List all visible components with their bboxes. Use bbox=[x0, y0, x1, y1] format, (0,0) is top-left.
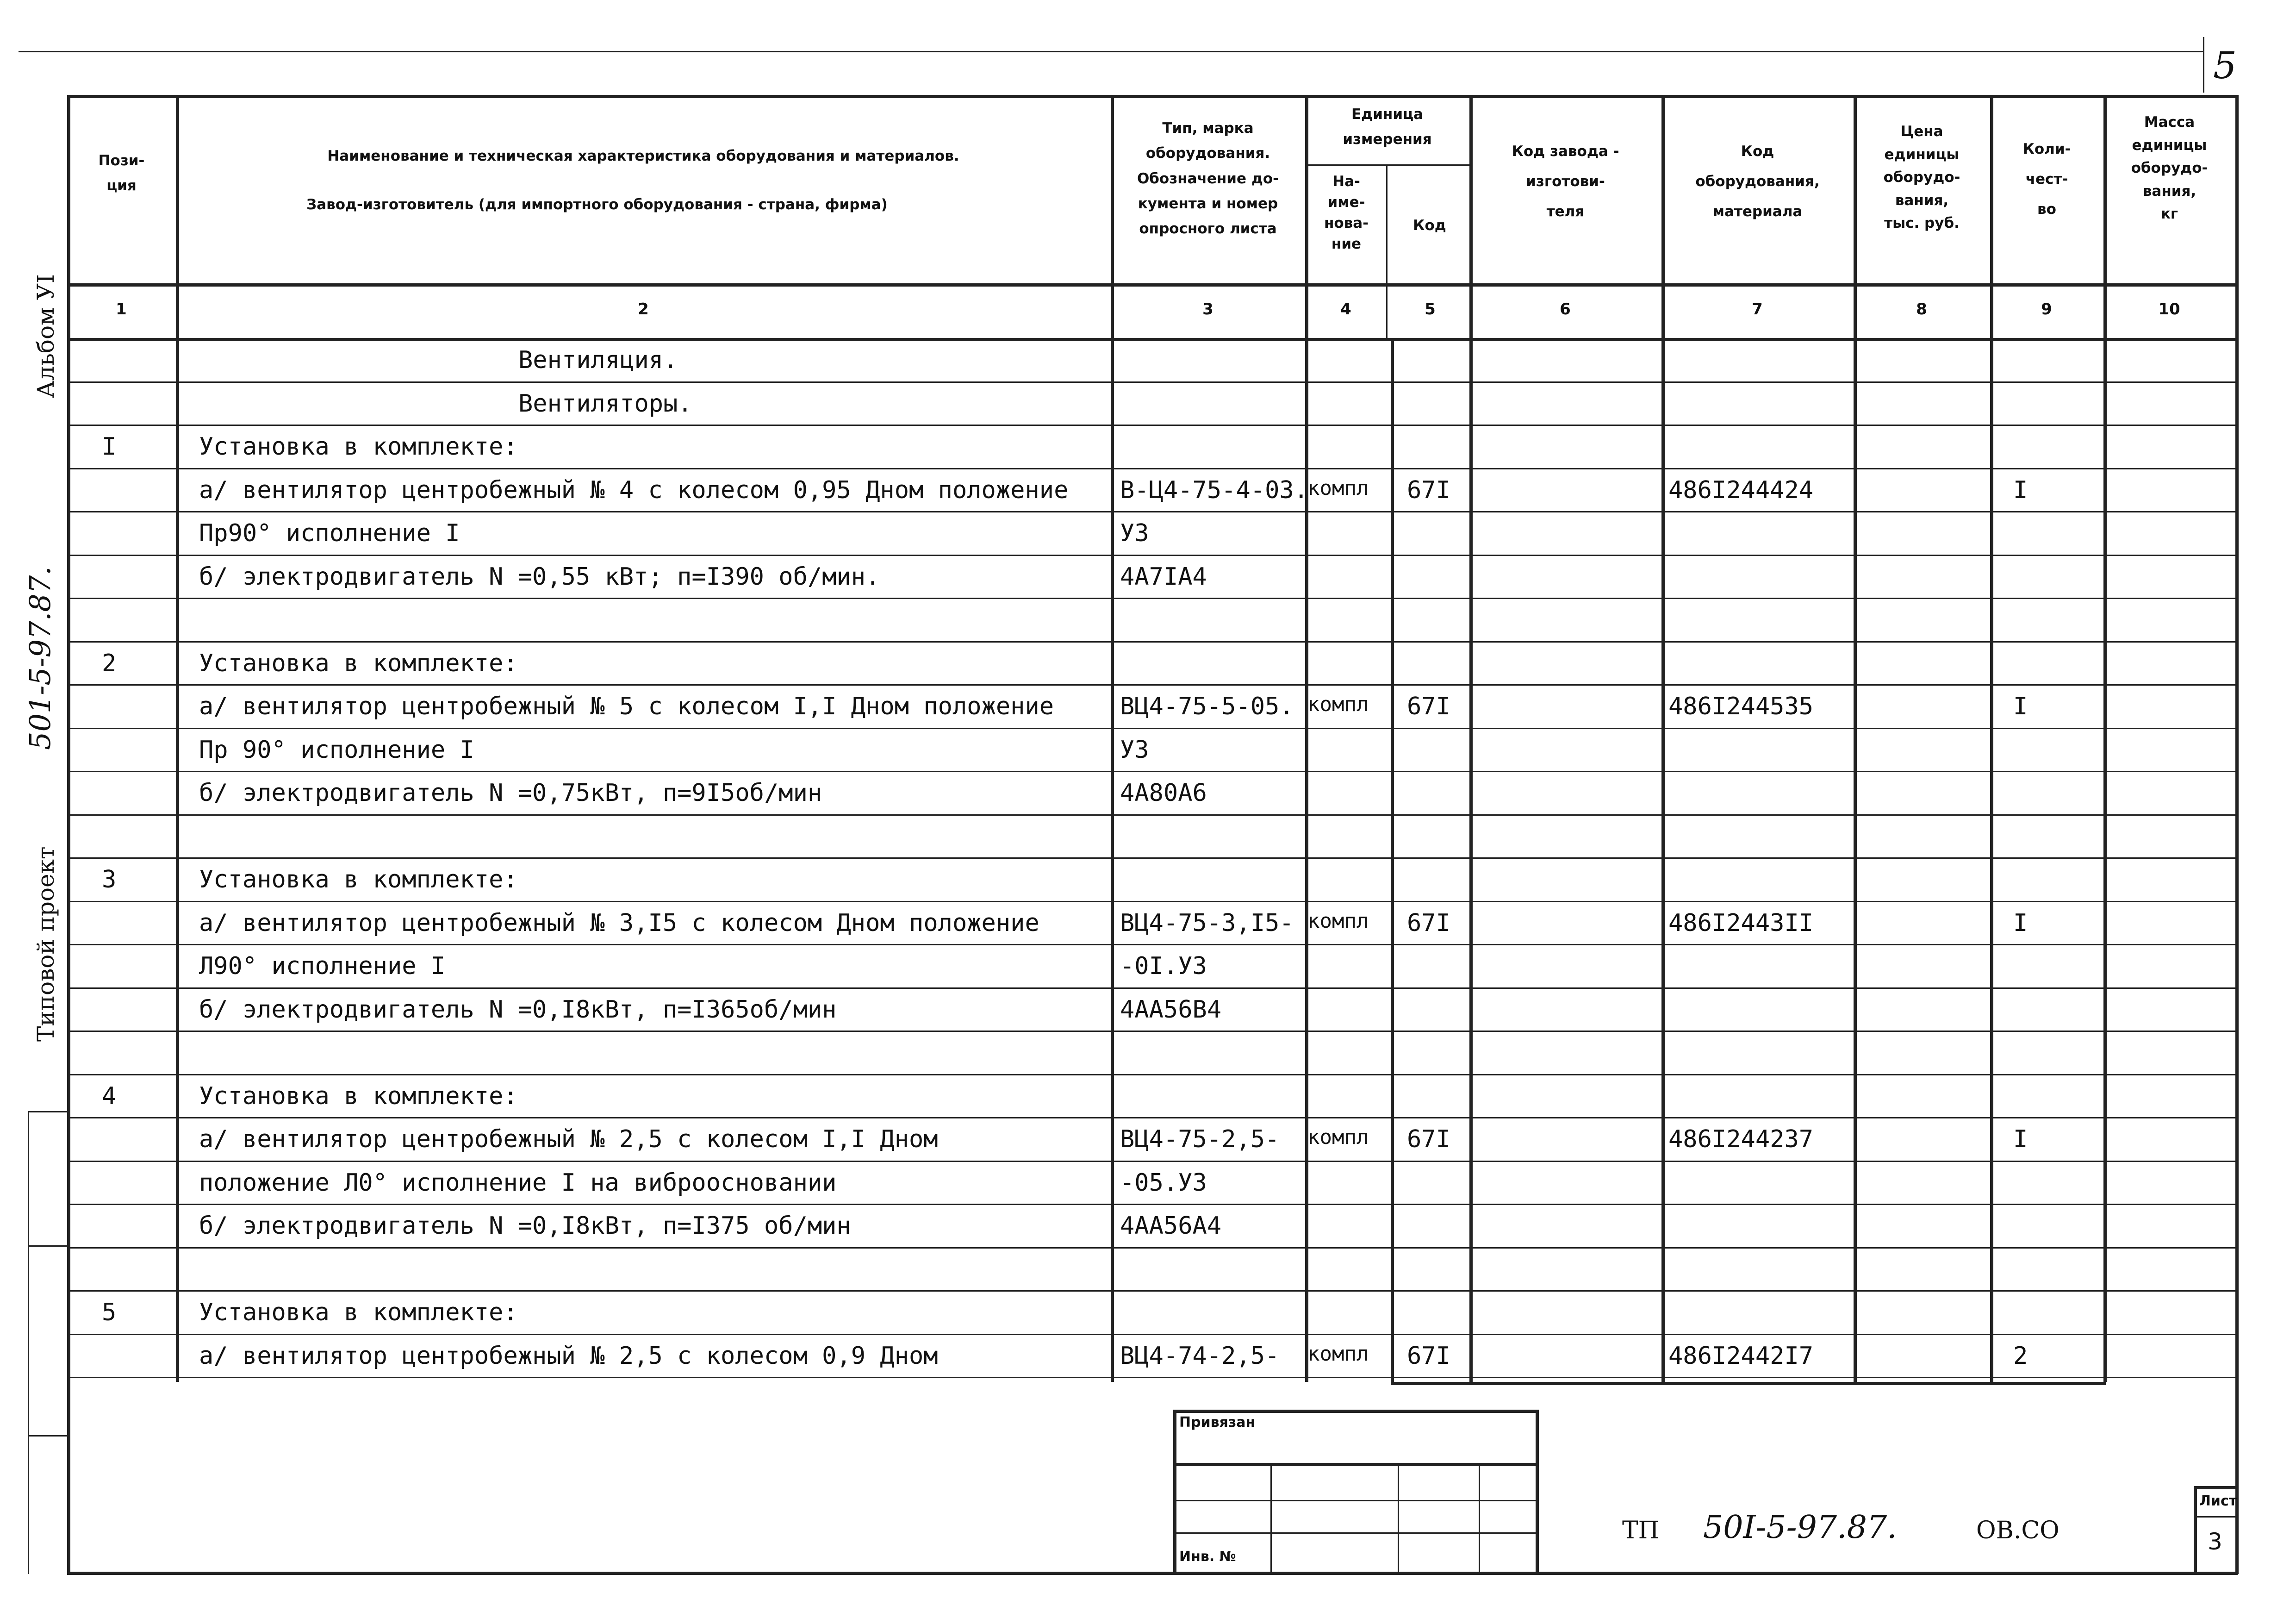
column-number: 5 bbox=[1425, 300, 1436, 319]
stamp-box-line bbox=[1398, 1463, 1399, 1572]
row-unit-code: 67I bbox=[1407, 1342, 1450, 1370]
frame-left bbox=[67, 95, 70, 1574]
col-divider bbox=[1469, 95, 1473, 1382]
header-bottom-line bbox=[67, 283, 2238, 287]
row-unit: компл bbox=[1307, 909, 1369, 933]
row-unit: компл bbox=[1307, 1125, 1369, 1149]
frame-bottom bbox=[67, 1572, 2238, 1575]
list-box-mid bbox=[2194, 1516, 2238, 1518]
row-equipment-code: 486I2442I7 bbox=[1668, 1342, 1814, 1370]
header-factory-code: Код завода - изготови- теля bbox=[1512, 143, 1619, 220]
row-name: Установка в комплекте: bbox=[199, 1299, 518, 1326]
column-number: 1 bbox=[116, 300, 127, 319]
stamp-tp: ТП bbox=[1622, 1517, 1660, 1544]
row-unit: компл bbox=[1307, 476, 1369, 500]
margin-line bbox=[28, 1111, 69, 1112]
row-unit: компл bbox=[1307, 693, 1369, 716]
row-name: б/ электродвигатель N =0,55 кВт; п=I390 об/мин. bbox=[199, 563, 880, 591]
col-divider bbox=[176, 95, 179, 1382]
row-type: УЗ bbox=[1120, 736, 1149, 764]
row-line bbox=[67, 1161, 2238, 1162]
column-number: 2 bbox=[638, 300, 649, 319]
row-line bbox=[67, 728, 2238, 729]
col-divider bbox=[1111, 95, 1114, 1382]
row-type: 4АА56В4 bbox=[1120, 996, 1222, 1024]
stamp-box-right bbox=[1536, 1410, 1539, 1572]
row-name: Вентиляция. bbox=[518, 346, 678, 374]
stamp-list-number: 3 bbox=[2208, 1528, 2222, 1555]
row-equipment-code: 486I2443II bbox=[1668, 909, 1814, 937]
row-line bbox=[67, 1117, 2238, 1118]
row-type: В-Ц4-75-4-03. bbox=[1120, 476, 1308, 504]
stamp-box-left bbox=[1173, 1410, 1176, 1572]
row-line bbox=[67, 771, 2238, 772]
row-name: положение Л0° исполнение I на виброосновании bbox=[199, 1169, 837, 1197]
row-line bbox=[67, 598, 2238, 599]
row-type: 4АА56А4 bbox=[1120, 1212, 1222, 1240]
column-number: 6 bbox=[1560, 300, 1571, 319]
row-position: I bbox=[102, 433, 117, 461]
col-divider bbox=[1854, 95, 1857, 1382]
row-type: ВЦ4-75-3,I5- bbox=[1120, 909, 1294, 937]
row-line bbox=[67, 987, 2238, 989]
margin-line bbox=[28, 1435, 69, 1437]
header-name-line1: Наименование и техническая характеристика оборудования и материалов. bbox=[327, 148, 959, 164]
row-line bbox=[67, 1334, 2238, 1335]
list-box-left bbox=[2194, 1486, 2197, 1572]
stamp-box-line bbox=[1270, 1463, 1272, 1572]
row-name: а/ вентилятор центробежный № 5 с колесом I,I Дном положение bbox=[199, 693, 1054, 720]
header-unit-code: Код bbox=[1413, 217, 1446, 234]
top-frame-line bbox=[19, 51, 2203, 52]
row-name: Установка в комплекте: bbox=[199, 866, 518, 893]
row-name: а/ вентилятор центробежный № 2,5 с колесом I,I Дном bbox=[199, 1125, 938, 1153]
row-type: -05.УЗ bbox=[1120, 1169, 1207, 1197]
row-equipment-code: 486I244424 bbox=[1668, 476, 1814, 504]
header-type: Тип, марка оборудования. Обозначение до- кумента и номер опросного листа bbox=[1137, 120, 1279, 237]
margin-line bbox=[28, 1111, 29, 1574]
stamp-box-line bbox=[1173, 1532, 1537, 1534]
column-number: 9 bbox=[2041, 300, 2052, 319]
row-name: Л90° исполнение I bbox=[199, 952, 446, 980]
row-line bbox=[67, 641, 2238, 643]
row-line bbox=[67, 468, 2238, 469]
row-line bbox=[67, 814, 2238, 816]
side-project-type: Типовой проект bbox=[32, 846, 59, 1042]
row-line bbox=[67, 1204, 2238, 1205]
row-type: ВЦ4-75-2,5- bbox=[1120, 1125, 1280, 1153]
row-line bbox=[67, 1247, 2238, 1249]
row-type: 4А80А6 bbox=[1120, 779, 1207, 807]
header-equipment-code: Код оборудования, материала bbox=[1695, 143, 1820, 220]
column-number: 8 bbox=[1916, 300, 1927, 319]
row-line bbox=[67, 555, 2238, 556]
stamp-box-line bbox=[1173, 1463, 1537, 1466]
row-line bbox=[67, 944, 2238, 945]
row-name: Установка в комплекте: bbox=[199, 650, 518, 677]
col-divider bbox=[1305, 95, 1308, 1382]
col-divider bbox=[2103, 95, 2107, 1382]
column-number: 7 bbox=[1752, 300, 1763, 319]
row-unit-code: 67I bbox=[1407, 693, 1450, 720]
row-unit-code: 67I bbox=[1407, 1125, 1450, 1153]
column-number: 10 bbox=[2158, 300, 2180, 319]
row-equipment-code: 486I244237 bbox=[1668, 1125, 1814, 1153]
row-line bbox=[67, 684, 2238, 686]
row-name: Вентиляторы. bbox=[518, 390, 692, 418]
stamp-box-line bbox=[1479, 1463, 1480, 1572]
frame-top bbox=[67, 95, 2238, 98]
row-quantity: I bbox=[2013, 476, 2028, 504]
stamp-inv-no: Инв. № bbox=[1179, 1549, 1236, 1565]
col-divider bbox=[1661, 95, 1665, 1382]
row-line bbox=[67, 511, 2238, 512]
row-line bbox=[67, 1074, 2238, 1075]
row-name: а/ вентилятор центробежный № 4 с колесом 0,95 Дном положение bbox=[199, 476, 1069, 504]
stamp-section: ОВ.СО bbox=[1976, 1517, 2060, 1544]
row-name: а/ вентилятор центробежный № 3,I5 с колесом Дном положение bbox=[199, 909, 1039, 937]
row-name: б/ электродвигатель N =0,I8кВт, п=I365об/мин bbox=[199, 996, 837, 1024]
row-quantity: I bbox=[2013, 909, 2028, 937]
row-type: ВЦ4-75-5-05. bbox=[1120, 693, 1294, 720]
side-project-code: 501-5-97.87. bbox=[23, 566, 57, 750]
row-name: Пр 90° исполнение I bbox=[199, 736, 474, 764]
side-album-label: Альбом УI bbox=[32, 274, 59, 398]
stamp-box-top bbox=[1173, 1410, 1537, 1413]
header-mass: Масса единицы оборудо- вания, кг bbox=[2131, 114, 2208, 223]
row-line bbox=[67, 1031, 2238, 1032]
header-name-line2: Завод-изготовитель (для импортного оборудования - страна, фирма) bbox=[306, 196, 888, 213]
row-unit-code: 67I bbox=[1407, 909, 1450, 937]
row-line bbox=[67, 425, 2238, 426]
row-line bbox=[67, 381, 2238, 383]
stamp-list-label: Лист bbox=[2199, 1493, 2237, 1509]
row-quantity: 2 bbox=[2013, 1342, 2028, 1370]
corner-box-left bbox=[2203, 37, 2204, 93]
row-position: 5 bbox=[102, 1299, 117, 1326]
col-divider bbox=[1990, 95, 1993, 1382]
row-name: а/ вентилятор центробежный № 2,5 с колесом 0,9 Дном bbox=[199, 1342, 938, 1370]
row-position: 2 bbox=[102, 650, 117, 677]
row-equipment-code: 486I244535 bbox=[1668, 693, 1814, 720]
header-position: Пози- ция bbox=[98, 152, 145, 194]
col-divider bbox=[1391, 338, 1394, 1382]
sheet-corner-number: 5 bbox=[2213, 44, 2237, 87]
row-name: б/ электродвигатель N =0,75кВт, п=9I5об/мин bbox=[199, 779, 822, 807]
row-quantity: I bbox=[2013, 1125, 2028, 1153]
frame-right bbox=[2235, 95, 2239, 1574]
row-line bbox=[67, 901, 2238, 902]
row-unit-code: 67I bbox=[1407, 476, 1450, 504]
table-bottom-line bbox=[1391, 1382, 2106, 1385]
column-number: 3 bbox=[1202, 300, 1213, 319]
row-line bbox=[67, 1290, 2238, 1292]
row-name: б/ электродвигатель N =0,I8кВт, п=I375 об/мин bbox=[199, 1212, 851, 1240]
row-type: -0I.УЗ bbox=[1120, 952, 1207, 980]
row-type: ВЦ4-74-2,5- bbox=[1120, 1342, 1280, 1370]
header-price: Цена единицы оборудо- вания, тыс. руб. bbox=[1883, 123, 1960, 232]
colnum-bottom-line bbox=[67, 338, 2238, 341]
row-quantity: I bbox=[2013, 693, 2028, 720]
header-unit-name: На- име- нова- ние bbox=[1324, 173, 1369, 252]
list-box-top bbox=[2194, 1486, 2238, 1489]
row-position: 3 bbox=[102, 866, 117, 893]
header-quantity: Коли- чест- во bbox=[2022, 141, 2071, 218]
stamp-privyazan: Привязан bbox=[1179, 1414, 1256, 1430]
stamp-doc-code: 50I-5-97.87. bbox=[1703, 1509, 1897, 1546]
row-unit: компл bbox=[1307, 1342, 1369, 1366]
row-type: УЗ bbox=[1120, 519, 1149, 547]
row-name: Установка в комплекте: bbox=[199, 433, 518, 461]
margin-line bbox=[28, 1245, 69, 1247]
row-line bbox=[67, 857, 2238, 859]
row-name: Пр90° исполнение I bbox=[199, 519, 460, 547]
column-number: 4 bbox=[1340, 300, 1351, 319]
row-line bbox=[67, 1377, 2238, 1378]
row-name: Установка в комплекте: bbox=[199, 1082, 518, 1110]
row-position: 4 bbox=[102, 1082, 117, 1110]
stamp-box-line bbox=[1173, 1500, 1537, 1501]
row-type: 4А7IА4 bbox=[1120, 563, 1207, 591]
header-unit-group: Единица измерения bbox=[1343, 106, 1432, 148]
